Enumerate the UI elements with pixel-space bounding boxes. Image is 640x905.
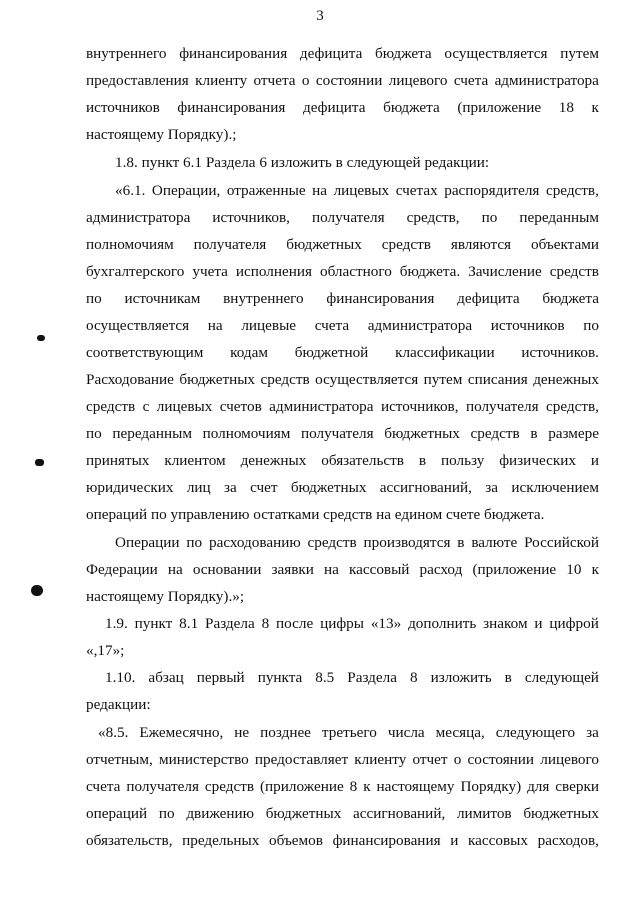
text-line: настоящему Порядку).; [86, 126, 237, 143]
margin-mark-3 [31, 585, 43, 596]
text-line: настоящему Порядку).»; [86, 588, 245, 605]
text-line: 1.8. пункт 6.1 Раздела 6 изложить в следующей редакции: [115, 154, 490, 171]
text-line: «8.5. Ежемесячно, не позднее третьего числа месяца, следующего за [98, 724, 599, 741]
margin-mark-1 [37, 335, 45, 341]
text-line: отчетным, министерство предоставляет клиенту отчет о состоянии лицевого [86, 751, 599, 768]
text-line: Расходование бюджетных средств осуществляется путем списания денежных [86, 371, 599, 388]
text-line: соответствующим кодам бюджетной классификации источников. [86, 344, 599, 361]
text-line: внутреннего финансирования дефицита бюджета осуществляется путем [86, 45, 599, 62]
text-line: полномочиям получателя бюджетных средств являются объектами [86, 236, 599, 253]
text-line: по переданным полномочиям получателя бюджетных средств в размере [86, 425, 599, 442]
margin-mark-2 [35, 459, 44, 466]
text-line: 1.10. абзац первый пункта 8.5 Раздела 8 изложить в следующей [105, 669, 599, 686]
text-line: администратора источников, получателя средств, по переданным [86, 209, 599, 226]
text-line: по источникам внутреннего финансирования дефицита бюджета [86, 290, 599, 307]
text-line: осуществляется на лицевые счета администратора источников по [86, 317, 599, 334]
text-line: средств с лицевых счетов администратора источников, получателя средств, [86, 398, 599, 415]
text-line: операций по движению бюджетных ассигнований, лимитов бюджетных [86, 805, 599, 822]
text-line: принятых клиентом денежных обязательств в пользу физических и [86, 452, 599, 469]
text-line: обязательств, предельных объемов финансирования и кассовых расходов, [86, 832, 599, 849]
text-line: «,17»; [86, 642, 125, 659]
text-line: операций по управлению остатками средств на едином счете бюджета. [86, 506, 545, 523]
text-line: редакции: [86, 696, 151, 713]
text-line: предоставления клиенту отчета о состоянии лицевого счета администратора [86, 72, 599, 89]
text-line: «6.1. Операции, отраженные на лицевых счетах распорядителя средств, [115, 182, 599, 199]
text-line: Федерации на основании заявки на кассовый расход (приложение 10 к [86, 561, 599, 578]
text-line: счета получателя средств (приложение 8 к настоящему Порядку) для сверки [86, 778, 599, 795]
text-line: Операции по расходованию средств производятся в валюте Российской [115, 534, 599, 551]
text-line: 1.9. пункт 8.1 Раздела 8 после цифры «13» дополнить знаком и цифрой [105, 615, 599, 632]
text-line: юридических лиц за счет бюджетных ассигнований, за исключением [86, 479, 599, 496]
text-line: бухгалтерского учета исполнения областного бюджета. Зачисление средств [86, 263, 599, 280]
page-number: 3 [316, 8, 324, 24]
text-line: источников финансирования дефицита бюджета (приложение 18 к [86, 99, 599, 116]
